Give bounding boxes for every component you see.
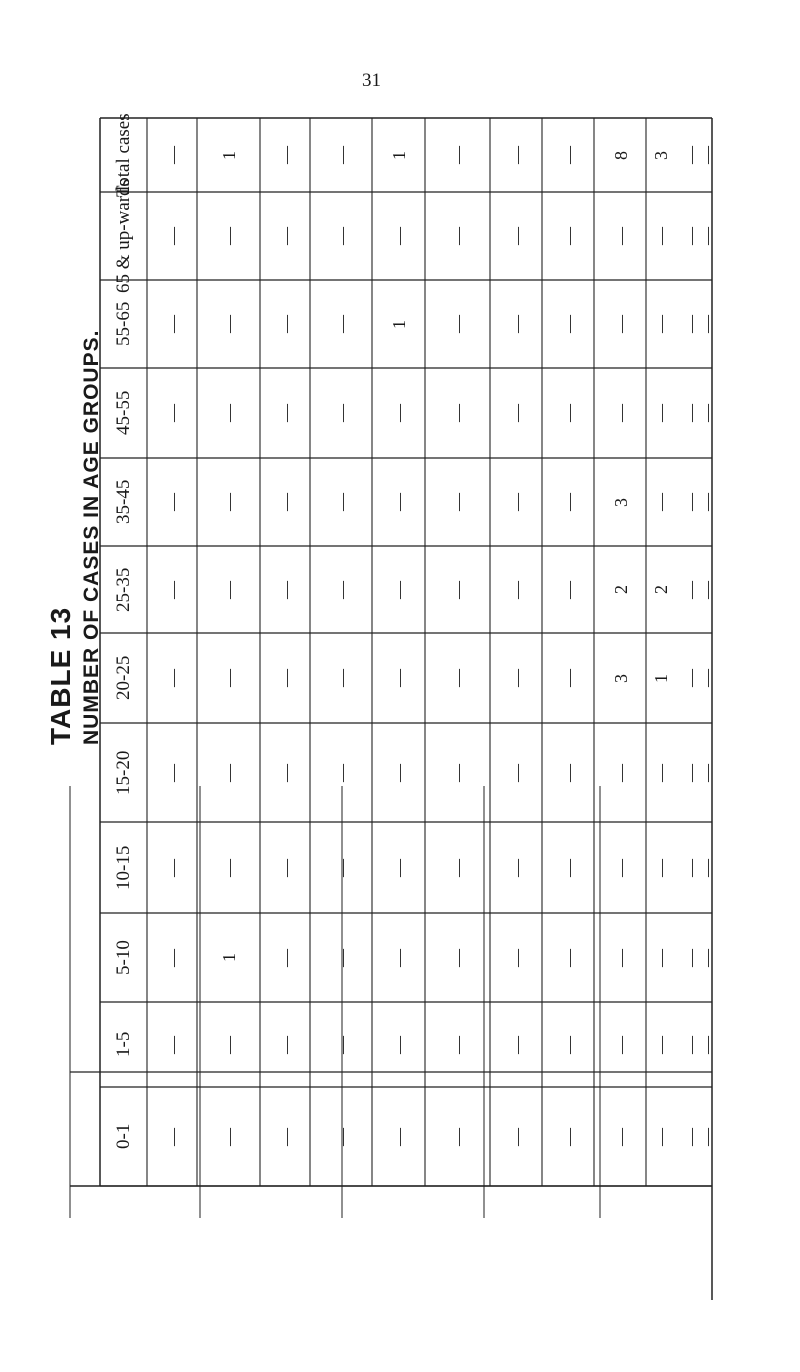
table-cell: — bbox=[163, 763, 183, 782]
age-group-header: 0-1 bbox=[113, 1123, 134, 1149]
table-cell: 2 bbox=[611, 585, 631, 594]
table-cell: — bbox=[507, 404, 527, 422]
table-cell: — bbox=[559, 1127, 579, 1146]
table-cell: — bbox=[681, 1127, 701, 1146]
table-cell: — bbox=[651, 493, 671, 511]
table-cell: — bbox=[332, 858, 352, 877]
table-cell: 1 bbox=[651, 673, 671, 683]
table-cell: — bbox=[332, 580, 352, 599]
table-cell: — bbox=[681, 580, 701, 599]
table-cell: — bbox=[697, 1127, 717, 1146]
table-cell: — bbox=[332, 1035, 352, 1054]
table-cell: — bbox=[332, 1127, 352, 1146]
age-group-header: 20-25 bbox=[113, 655, 134, 700]
table-cell: — bbox=[697, 315, 717, 333]
table-cell: — bbox=[219, 227, 239, 245]
table-cell: — bbox=[697, 948, 717, 967]
table-cell: — bbox=[276, 315, 296, 333]
table-cell: — bbox=[163, 146, 183, 164]
table-cell: — bbox=[681, 493, 701, 511]
age-group-header: 55-65 bbox=[113, 301, 134, 346]
table-cell: — bbox=[611, 404, 631, 422]
table-cell: — bbox=[697, 669, 717, 687]
table-cell: — bbox=[611, 1127, 631, 1146]
table-cell: — bbox=[163, 1127, 183, 1146]
table-cell: — bbox=[163, 493, 183, 511]
table-cell: — bbox=[219, 404, 239, 422]
table-cell: — bbox=[219, 669, 239, 687]
table-cell: — bbox=[276, 948, 296, 967]
table-cell: — bbox=[448, 493, 468, 511]
table-cell: — bbox=[389, 858, 409, 877]
table-cell: 8 bbox=[611, 150, 631, 160]
table-cell: — bbox=[507, 858, 527, 877]
table-cell: — bbox=[332, 315, 352, 333]
table-cell: — bbox=[651, 404, 671, 422]
table-cell: — bbox=[389, 580, 409, 599]
table-cell: — bbox=[611, 227, 631, 245]
age-group-header: 1-5 bbox=[113, 1031, 134, 1057]
table-cell: — bbox=[651, 315, 671, 333]
table-cell: — bbox=[448, 1035, 468, 1054]
table-cell: — bbox=[681, 146, 701, 164]
table-cell: — bbox=[681, 763, 701, 782]
table-cell: — bbox=[163, 948, 183, 967]
table-cell: — bbox=[163, 315, 183, 333]
table-cell: — bbox=[276, 1127, 296, 1146]
table-cell: 1 bbox=[389, 150, 409, 160]
table-label: TABLE 13 bbox=[45, 606, 76, 745]
table-cell: — bbox=[448, 315, 468, 333]
table-cell: — bbox=[507, 146, 527, 164]
table-cell: — bbox=[697, 858, 717, 877]
table-cell: — bbox=[276, 227, 296, 245]
table-cell: 1 bbox=[219, 953, 239, 962]
table-cell: — bbox=[559, 1035, 579, 1054]
table-cell: — bbox=[448, 763, 468, 782]
table-cell: — bbox=[389, 763, 409, 782]
table-cell: — bbox=[559, 858, 579, 877]
table-cell: — bbox=[448, 669, 468, 687]
table-cell: — bbox=[611, 1035, 631, 1054]
table-cell: — bbox=[276, 580, 296, 599]
table-cell: — bbox=[389, 1127, 409, 1146]
table-cell: — bbox=[697, 1035, 717, 1054]
table-cell: — bbox=[697, 493, 717, 511]
table-cell: — bbox=[448, 146, 468, 164]
table-cell: — bbox=[163, 227, 183, 245]
table-cell: — bbox=[219, 493, 239, 511]
table-cell: — bbox=[611, 948, 631, 967]
table-cell: — bbox=[681, 948, 701, 967]
table-cell: — bbox=[611, 315, 631, 333]
table-cell: — bbox=[389, 669, 409, 687]
table-cell: — bbox=[559, 763, 579, 782]
table-cell: — bbox=[651, 763, 671, 782]
page-number: 31 bbox=[362, 70, 381, 91]
table-cell: — bbox=[163, 1035, 183, 1054]
table-cell: — bbox=[611, 763, 631, 782]
table-cell: — bbox=[276, 493, 296, 511]
table-cell: — bbox=[507, 1127, 527, 1146]
table-cell: — bbox=[559, 146, 579, 164]
table-title: NUMBER OF CASES IN AGE GROUPS. bbox=[80, 329, 103, 745]
table-cell: 3 bbox=[611, 673, 631, 683]
table-cell: — bbox=[276, 763, 296, 782]
table-cell: — bbox=[332, 146, 352, 164]
age-group-header: Total cases bbox=[113, 113, 134, 197]
table-cell: — bbox=[611, 858, 631, 877]
table-cell: — bbox=[697, 146, 717, 164]
age-group-header: 25-35 bbox=[113, 567, 134, 612]
table-cell: — bbox=[507, 1035, 527, 1054]
table-cell: — bbox=[697, 763, 717, 782]
table-cell: 1 bbox=[219, 150, 239, 160]
table-cell: — bbox=[332, 763, 352, 782]
table-cell: — bbox=[559, 493, 579, 511]
table-cell: — bbox=[219, 763, 239, 782]
table-cell: — bbox=[276, 404, 296, 422]
table-cell: — bbox=[219, 858, 239, 877]
table-cell: — bbox=[276, 669, 296, 687]
table-cell: — bbox=[332, 493, 352, 511]
age-group-header: 35-45 bbox=[113, 479, 134, 524]
table-cell: — bbox=[448, 948, 468, 967]
table-cell: — bbox=[219, 1035, 239, 1054]
table-cell: — bbox=[559, 580, 579, 599]
table-cell: — bbox=[332, 404, 352, 422]
table-cell: — bbox=[697, 580, 717, 599]
table-cell: 3 bbox=[611, 497, 631, 507]
table-cell: — bbox=[681, 227, 701, 245]
table-cell: — bbox=[681, 315, 701, 333]
table-cell: — bbox=[507, 580, 527, 599]
table-cell: — bbox=[389, 1035, 409, 1054]
table-cell: — bbox=[559, 404, 579, 422]
table-cell: — bbox=[507, 763, 527, 782]
table-cell: — bbox=[389, 948, 409, 967]
table-cell: — bbox=[448, 858, 468, 877]
table-cell: — bbox=[507, 669, 527, 687]
table-cell: — bbox=[651, 948, 671, 967]
table-cell: — bbox=[219, 580, 239, 599]
table-cell: — bbox=[651, 858, 671, 877]
table-cell: — bbox=[651, 1035, 671, 1054]
table-cell: — bbox=[389, 404, 409, 422]
table-cell: — bbox=[507, 315, 527, 333]
table-cell: — bbox=[697, 404, 717, 422]
age-group-header: 65 & up-wards bbox=[113, 179, 134, 293]
table-cell: — bbox=[332, 669, 352, 687]
table-cell: — bbox=[651, 1127, 671, 1146]
table-cell: — bbox=[163, 580, 183, 599]
table-cell: — bbox=[681, 858, 701, 877]
table-cell: — bbox=[507, 227, 527, 245]
table-cell: — bbox=[697, 227, 717, 245]
table-cell: — bbox=[163, 669, 183, 687]
table-cell: — bbox=[448, 580, 468, 599]
table-cell: — bbox=[681, 1035, 701, 1054]
table-cell: — bbox=[219, 1127, 239, 1146]
table-cell: — bbox=[681, 404, 701, 422]
table-cell: — bbox=[163, 404, 183, 422]
table-cell: — bbox=[448, 404, 468, 422]
table-cell: — bbox=[507, 948, 527, 967]
table-cell: — bbox=[559, 669, 579, 687]
table-cell: — bbox=[332, 948, 352, 967]
table-cell: — bbox=[389, 227, 409, 245]
table-cell: — bbox=[559, 315, 579, 333]
table-cell: — bbox=[163, 858, 183, 877]
age-group-header: 5-10 bbox=[113, 940, 134, 975]
table-cell: 3 bbox=[651, 150, 671, 160]
table-cell: — bbox=[389, 493, 409, 511]
table-cell: — bbox=[559, 227, 579, 245]
age-group-header: 45-55 bbox=[113, 390, 134, 435]
age-group-header: 10-15 bbox=[113, 845, 134, 890]
table-cell: — bbox=[651, 227, 671, 245]
table-cell: — bbox=[276, 1035, 296, 1054]
table-cell: 1 bbox=[389, 319, 409, 329]
age-group-header: 15-20 bbox=[113, 750, 134, 795]
table-cell: 2 bbox=[651, 585, 671, 594]
table-cell: — bbox=[448, 1127, 468, 1146]
table-cell: — bbox=[507, 493, 527, 511]
table-cell: — bbox=[332, 227, 352, 245]
table-cell: — bbox=[559, 948, 579, 967]
table-cell: — bbox=[219, 315, 239, 333]
table-cell: — bbox=[448, 227, 468, 245]
table-cell: — bbox=[276, 146, 296, 164]
table-cell: — bbox=[681, 669, 701, 687]
table-cell: — bbox=[276, 858, 296, 877]
